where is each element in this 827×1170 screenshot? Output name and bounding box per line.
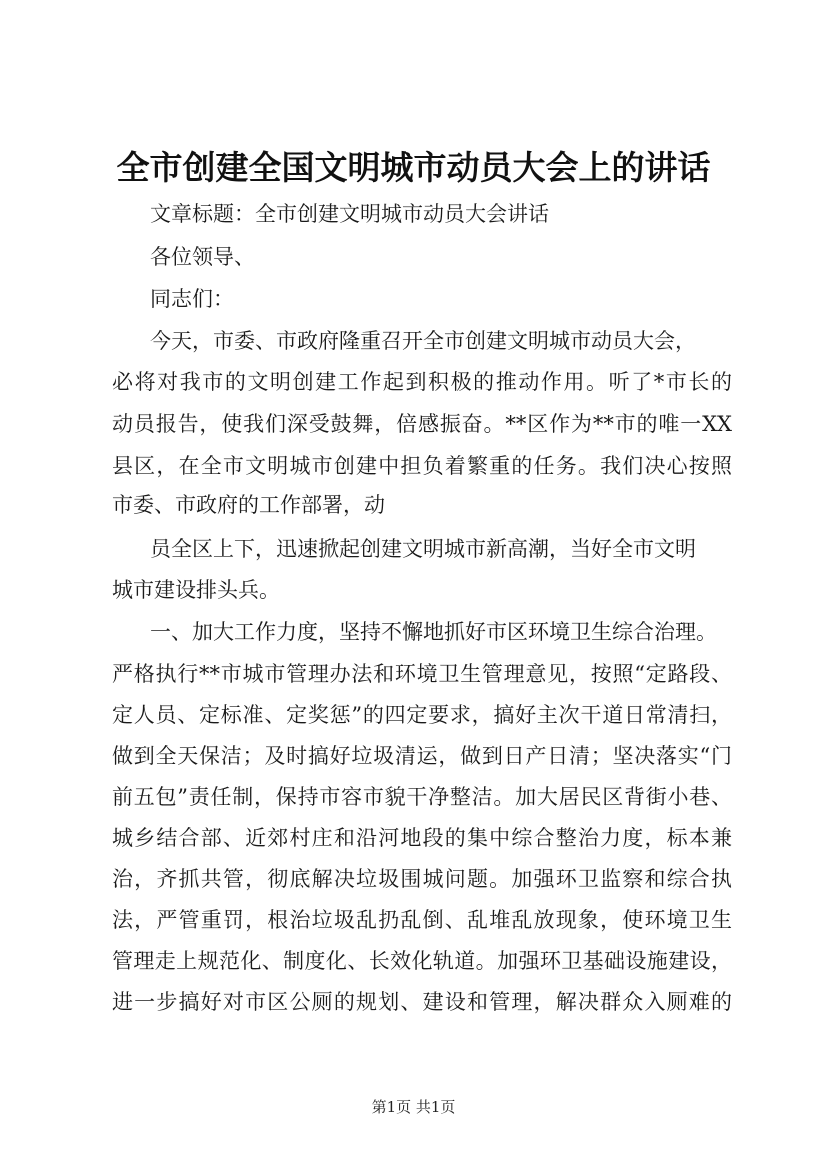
paragraph-line: 管理走上规范化、制度化、长效化轨道。加强环卫基础设施建设， bbox=[112, 949, 732, 973]
paragraph-line: 员全区上下，迅速掀起创建文明城市新高潮，当好全市文明 bbox=[150, 537, 696, 561]
paragraph-line: 前五包”责任制，保持市容市貌干净整洁。加大居民区背街小巷、 bbox=[112, 785, 732, 809]
article-subtitle: 文章标题：全市创建文明城市动员大会讲话 bbox=[150, 202, 549, 226]
paragraph-line: 做到全天保洁；及时搞好垃圾清运，做到日产日清；坚决落实“门 bbox=[112, 744, 732, 768]
paragraph-line: 严格执行**市城市管理办法和环境卫生管理意见，按照“定路段、 bbox=[112, 662, 732, 686]
paragraph-line: 法，严管重罚，根治垃圾乱扔乱倒、乱堆乱放现象，使环境卫生 bbox=[112, 908, 732, 932]
paragraph-line: 一、加大工作力度，坚持不懈地抓好市区环境卫生综合治理。 bbox=[150, 620, 717, 644]
greeting-leaders: 各位领导、 bbox=[150, 245, 255, 269]
paragraph-line: 市委、市政府的工作部署，动 bbox=[112, 493, 385, 517]
greeting-comrades: 同志们： bbox=[150, 287, 234, 311]
paragraph-line: 城乡结合部、近郊村庄和沿河地段的集中综合整治力度，标本兼 bbox=[112, 826, 732, 850]
document-title: 全市创建全国文明城市动员大会上的讲话 bbox=[116, 148, 711, 187]
paragraph-line: 治，齐抓共管，彻底解决垃圾围城问题。加强环卫监察和综合执 bbox=[112, 867, 732, 891]
paragraph-line: 必将对我市的文明创建工作起到积极的推动作用。听了*市长的 bbox=[112, 370, 732, 394]
paragraph-line: 定人员、定标准、定奖惩”的四定要求，搞好主次干道日常清扫， bbox=[112, 703, 732, 727]
page-footer: 第1页 共1页 bbox=[371, 1098, 456, 1116]
paragraph-line: 今天，市委、市政府隆重召开全市创建文明城市动员大会， bbox=[150, 329, 696, 353]
paragraph-line: 县区，在全市文明城市创建中担负着繁重的任务。我们决心按照 bbox=[112, 454, 732, 478]
paragraph-line: 进一步搞好对市区公厕的规划、建设和管理，解决群众入厕难的 bbox=[112, 990, 732, 1014]
paragraph-line: 动员报告，使我们深受鼓舞，倍感振奋。**区作为**市的唯一XX bbox=[112, 412, 732, 436]
paragraph-line: 城市建设排头兵。 bbox=[112, 578, 280, 602]
